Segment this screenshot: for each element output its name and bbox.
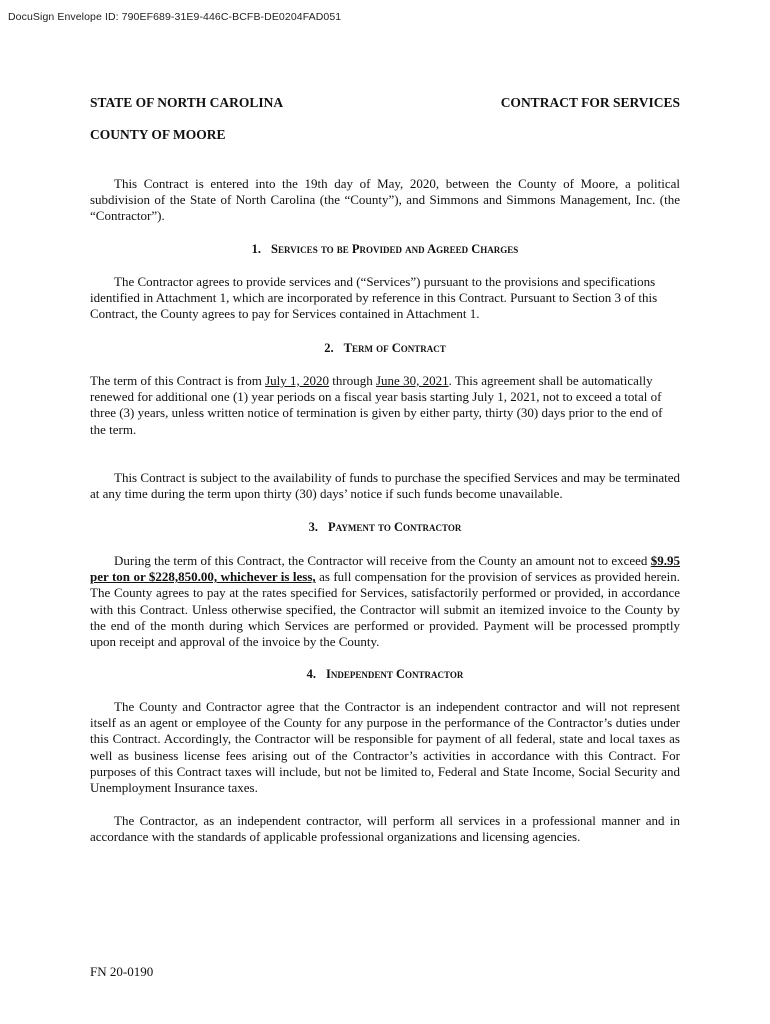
payment-amount: $9.95 per ton or $228,850.00, whichever is less,: [90, 553, 680, 585]
section-1-body: The Contractor agrees to provide services and (“Services”) pursuant to the provisions and specifications identified in Attachment 1, which are incorporated by reference in this Contract. Pursuant to Section 3 of this Contract, the County agrees to pay for Services contained in Attachment 1.: [90, 274, 658, 322]
section-4-title: Independent Contractor: [326, 667, 464, 681]
term-text-post: . This agreement shall be automatically renewed for additional one (1) year periods on a fiscal year basis starting July 1, 2021, not to exceed a total of three (3) years, unless written notice of termination is given by either party, thirty (30) days prior to the end of the term.: [90, 373, 663, 437]
section-3-heading: [90, 520, 680, 535]
county-heading: COUNTY OF MOORE: [90, 127, 226, 142]
section-1-number: 1.: [251, 242, 262, 256]
footer-file-number: FN 20-0190: [90, 964, 154, 979]
section-1-heading: [90, 242, 680, 257]
term-text-mid: through: [329, 373, 376, 388]
term-end-date: June 30, 2021: [375, 373, 449, 388]
section-4-body-2: The Contractor, as an independent contractor, will perform all services in a professional manner and in accordance with the standards of applicable professional organizations and licensing agencies.: [90, 813, 680, 845]
section-4-body-1: The County and Contractor agree that the Contractor is an independent contractor and will not represent itself as an agent or employee of the County for any purpose in the performance of the Contractor’s duties under this Contract. Accordingly, the Contractor will be responsible for payment of all federal, state and local taxes as well as business license fees arising out of the Contractor’s activities in accordance with this Contract. For purposes of this Contract taxes will include, but not be limited to, Federal and State Income, Social Security and Unemployment Insurance taxes.: [90, 699, 680, 796]
section-2-funds-paragraph: This Contract is subject to the availability of funds to purchase the specified Services and may be terminated at any time during the term upon thirty (30) days’ notice if such funds become unavailable.: [90, 470, 680, 502]
document-header: [90, 95, 680, 111]
section-4-number: 4.: [306, 667, 316, 681]
section-2-heading: [90, 341, 680, 356]
term-start-date: July 1, 2020: [265, 373, 330, 388]
state-heading: STATE OF NORTH CAROLINA: [90, 95, 284, 110]
contract-type-heading: CONTRACT FOR SERVICES: [500, 95, 680, 110]
payment-text-pre: During the term of this Contract, the Contractor will receive from the County an amount not to exceed: [114, 553, 651, 568]
section-3-body: [90, 553, 680, 650]
section-2-number: 2.: [324, 341, 334, 355]
section-2-term-paragraph: [90, 373, 680, 438]
payment-text-post: as full compensation for the provision of services as provided herein. The County agrees to pay at the rates specified for Services, satisfactorily performed or provided, in accordance with this Contract. Unless otherwise specified, the Contractor will submit an itemized invoice to the County by the end of the month during which Services are performed or provided. Payment will be processed promptly upon receipt and approval of the invoice by the County.: [90, 569, 680, 650]
section-2-title: Term of Contract: [343, 341, 446, 355]
section-3-title: Payment to Contractor: [328, 520, 462, 534]
intro-paragraph: This Contract is entered into the 19th day of May, 2020, between the County of Moore, a political subdivision of the State of North Carolina (the “County”), and Simmons and Simmons Management, Inc. (the “Contractor”).: [90, 176, 680, 224]
section-3-number: 3.: [308, 520, 319, 534]
section-1-title: Services to be Provided and Agreed Charges: [271, 242, 519, 256]
section-4-heading: [90, 667, 680, 682]
docusign-envelope-id: DocuSign Envelope ID: 790EF689-31E9-446C-BCFB-DE0204FAD051: [8, 11, 342, 23]
term-text-pre: The term of this Contract is from: [90, 373, 266, 388]
